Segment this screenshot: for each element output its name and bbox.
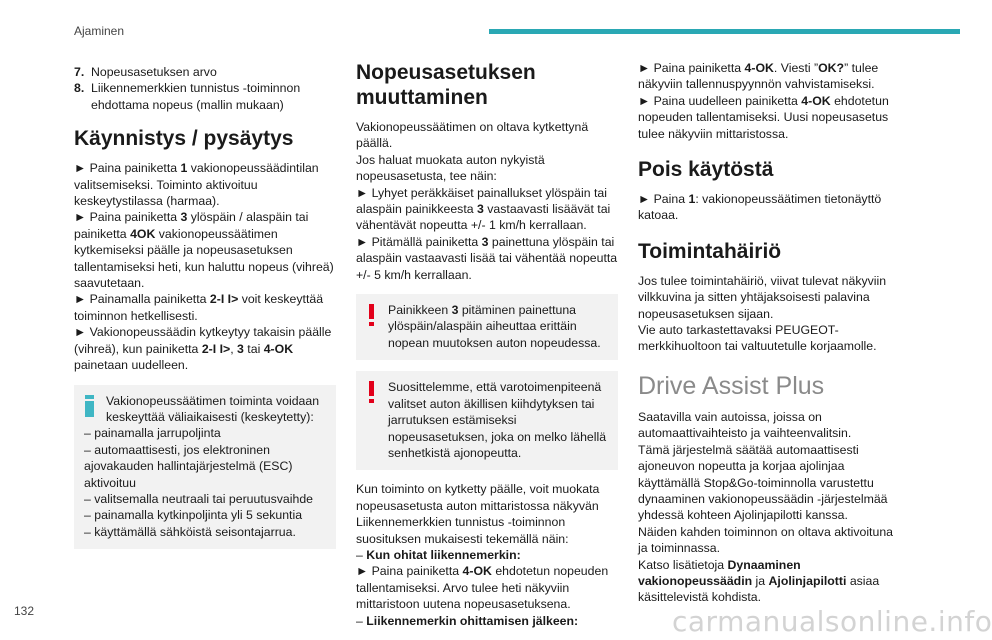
paragraph: ► Lyhyet peräkkäiset painallukset ylöspäin tai alaspäin painikkeesta 3 vastaavasti lisäävät tai vähentävät nopeutta +/- 1 km/h kerrallaan. — [356, 185, 611, 233]
bold-term: 3 — [451, 303, 459, 318]
heading-disable: Pois käytöstä — [638, 158, 774, 182]
heading-start-stop: Käynnistys / pysäytys — [74, 127, 294, 151]
warning-box — [356, 371, 618, 470]
item-number: 7. — [74, 65, 85, 79]
warning-text: Painikkeen 3 pitäminen painettuna ylöspäin/alaspäin aiheuttaa erittäin nopean muutoksen auton nopeudessa. — [388, 303, 601, 350]
paragraph: – Kun ohitat liikennemerkin: — [356, 547, 521, 562]
heading-speed-change: Nopeusasetuksen muuttaminen — [356, 61, 536, 109]
column-middle — [356, 60, 618, 629]
paragraph: ► Paina 1: vakionopeussäätimen tietonäyttö katoaa. — [638, 192, 882, 223]
bold-term: 1 — [180, 161, 188, 176]
warning-text: Suosittelemme, että varotoimenpiteenä valitset auton äkillisen kiihdytyksen tai jarrutuksen estämiseksi nopeusasetuksen, joka on melko lähellä senhetkistä ajonopeutta. — [388, 380, 607, 460]
column-right — [638, 60, 900, 606]
section-title: Ajaminen — [74, 24, 125, 38]
bold-term: Ajolinjapilotti — [768, 573, 847, 588]
bold-term: 1 — [688, 192, 696, 207]
bold-term: 3 — [237, 341, 244, 356]
bold-term: 3 — [481, 234, 489, 249]
paragraph: Saatavilla vain autoissa, joissa on automaattivaihteisto ja vaihteenvalitsin. Tämä järjestelmä säätää automaattisesti ajoneuvon nopeutta ja korjaa ajolinjaa käyttämällä Stop&Go-toiminnolla varustettu dynaaminen vakionopeussäädin -järjestelmää yhdessä kohteen Ajolinjapilotti kanssa. Näiden kahden toiminnon on oltava aktivoituna ja toiminnassa. Katso lisätietoja Dynaaminen vakionopeussäädin ja Ajolinjapilotti asiaa käsittelevistä kohdista. — [638, 409, 893, 605]
bold-term: Kun ohitat liikennemerkin: — [366, 547, 521, 562]
warning-icon — [369, 381, 374, 403]
warning-box — [356, 294, 618, 360]
item-text: Liikennemerkkien tunnistus -toiminnon ehdottama nopeus (mallin mukaan) — [91, 81, 301, 112]
header-accent-bar — [489, 29, 960, 34]
warning-icon — [369, 304, 374, 326]
info-icon — [85, 395, 94, 417]
bold-term: 4-OK — [801, 93, 831, 108]
heading-malfunction: Toimintahäiriö — [638, 239, 782, 263]
bold-term: OK? — [818, 61, 845, 75]
paragraph: ► Vakionopeussäädin kytkeytyy takaisin päälle (vihreä), kun painiketta 2-I I>, 3 tai 4-OK painetaan uudelleen. — [74, 325, 332, 373]
page-number: 132 — [14, 604, 35, 618]
paragraph: ► Painamalla painiketta 2-I I> voit keskeyttää toiminnon hetkellisesti. — [74, 292, 324, 323]
paragraph: Vakionopeussäätimen on oltava kytkettynä päällä. Jos haluat muokata auton nykyistä nopeusasetusta, tee näin: — [356, 120, 589, 184]
item-number: 8. — [74, 81, 85, 96]
paragraph: Kun toiminto on kytketty päälle, voit muokata nopeusasetusta auton mittaristossa näkyvän Liikennemerkkien tunnistus -toiminnon suosituksen mukaisesti tekemällä näin: — [356, 482, 600, 546]
paragraph: ► Paina uudelleen painiketta 4-OK ehdotetun nopeuden tallentamiseksi. Uusi nopeusasetus tulee näkyviin mittaristossa. — [638, 93, 889, 141]
list-item — [74, 64, 336, 80]
bold-term: 4-OK — [744, 61, 774, 75]
paragraph: ► Paina painiketta 1 vakionopeussäädintilan valitsemiseksi. Toiminto aktivoituu keskeytystilassa (harmaa). — [74, 161, 319, 209]
info-item: – painamalla jarrupoljinta — [84, 426, 221, 441]
list-item — [74, 80, 336, 113]
bold-term: 3 — [477, 202, 484, 217]
info-box — [74, 385, 336, 550]
bold-term: Liikennemerkin ohittamisen jälkeen: — [366, 613, 579, 628]
paragraph: – Liikennemerkin ohittamisen jälkeen: — [356, 613, 579, 628]
paragraph: ► Paina painiketta 4-OK. Viesti ”OK?” tulee näkyviin tallennuspyynnön vahvistamiseksi. — [638, 61, 879, 92]
item-text: Nopeusasetuksen arvo — [91, 65, 217, 79]
paragraph: Jos tulee toimintahäiriö, viivat tulevat näkyviin vilkkuvina ja sitten yhtäjaksoisesti palavina nopeusasetuksen sijaan. Vie auto tarkastettavaksi PEUGEOT-merkkihuoltoon tai valtuutetulle korjaamolle. — [638, 273, 887, 354]
bold-term: 4-OK — [263, 341, 294, 356]
heading-drive-assist-plus: Drive Assist Plus — [638, 371, 825, 400]
bold-term: Dynaaminen vakionopeussäädin — [638, 557, 801, 588]
info-item: – painamalla kytkinpoljinta yli 5 sekuntia — [84, 508, 303, 523]
bold-term: 4OK — [130, 226, 156, 241]
info-item: – valitsemalla neutraali tai peruutusvaihde — [84, 491, 313, 506]
paragraph: ► Pitämällä painiketta 3 painettuna ylöspäin tai alaspäin vastaavasti lisää tai vähentää nopeutta +/- 5 km/h kerrallaan. — [356, 234, 618, 282]
bold-term: 2-I I> — [201, 341, 231, 356]
info-item: – automaattisesti, jos elektroninen ajovakauden hallintajärjestelmä (ESC) aktivoituu — [84, 442, 293, 490]
paragraph: ► Paina painiketta 3 ylöspäin / alaspäin tai painiketta 4OK vakionopeussäätimen kytkemiseksi päälle ja nopeusasetuksen tallentamiseksi heti, kun haluttu nopeus (vihreä) saavutetaan. — [74, 210, 334, 291]
bold-term: 3 — [180, 210, 188, 225]
column-left — [74, 60, 336, 560]
legend-list — [74, 64, 336, 113]
bold-term: 4-OK — [462, 564, 492, 579]
watermark: carmanualsonline.info — [672, 605, 992, 638]
info-item: – käyttämällä sähköistä seisontajarrua. — [84, 524, 296, 539]
bold-term: 2-I I> — [209, 292, 239, 307]
info-lead: Vakionopeussäätimen toiminta voidaan keskeyttää väliaikaisesti (keskeytetty): — [106, 393, 320, 424]
paragraph: ► Paina painiketta 4-OK ehdotetun nopeuden tallentamiseksi. Arvo tulee heti näkyviin mittaristoon uutena nopeusasetuksena. — [356, 564, 609, 612]
